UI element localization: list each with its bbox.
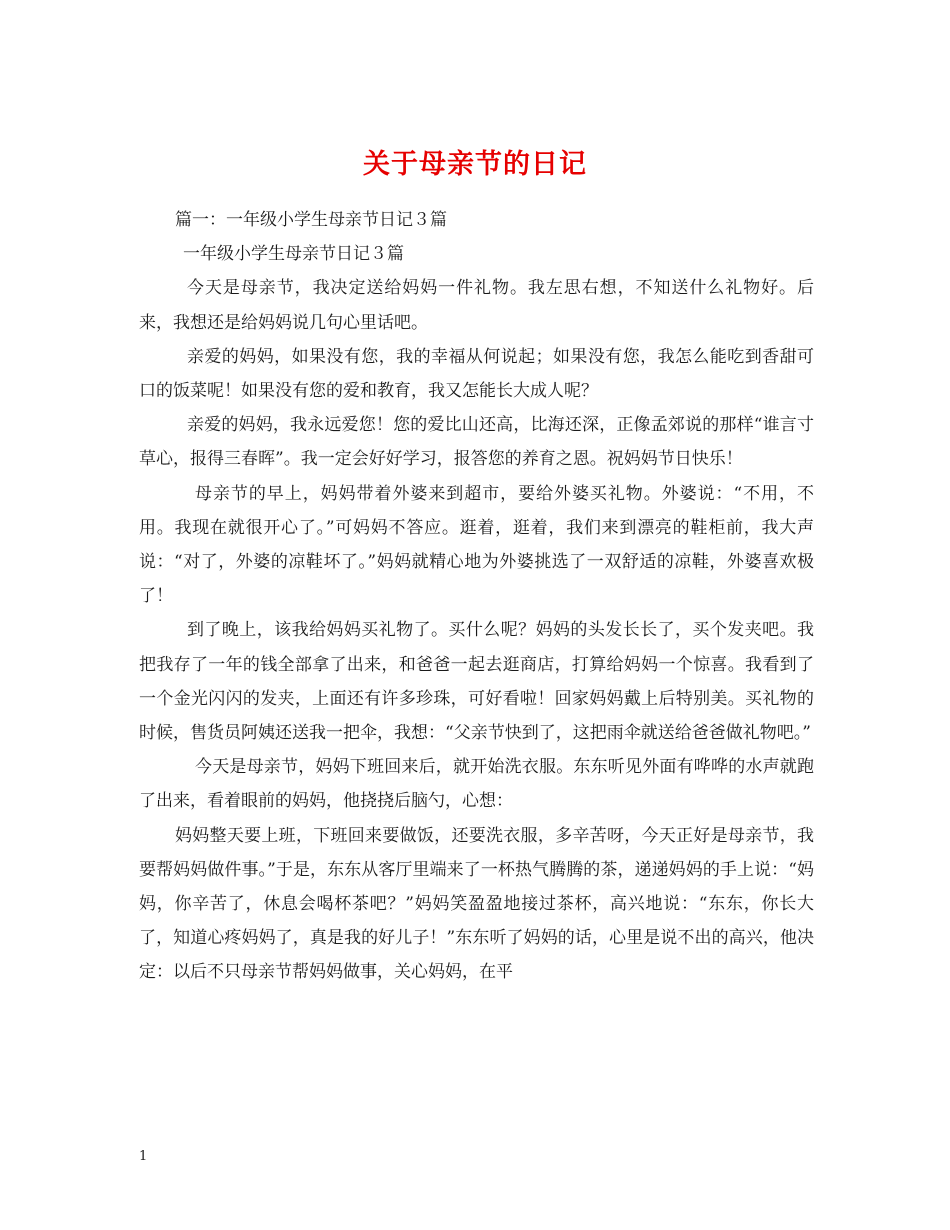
page-title: 关于母亲节的日记 — [363, 149, 587, 181]
paragraph: 今天是母亲节，我决定送给妈妈一件礼物。我左思右想，不知送什么礼物好。后来，我想还是给妈妈说几句心里话吧。 — [139, 278, 814, 333]
paragraph: 到了晚上，该我给妈妈买礼物了。买什么呢？妈妈的头发长长了，买个发夹吧。我把我存了一年的钱全部拿了出来，和爸爸一起去逛商店，打算给妈妈一个惊喜。我看到了一个金光闪闪的发夹，上面还有许多珍珠，可好看啦！回家妈妈戴上后特别美。买礼物的时候，售货员阿姨还送我一把伞，我想：“父亲节快到了，这把雨伞就送给爸爸做礼物吧。” — [139, 620, 814, 744]
paragraph: 妈妈整天要上班，下班回来要做饭，还要洗衣服，多辛苦呀，今天正好是母亲节，我要帮妈妈做件事。”于是，东东从客厅里端来了一杯热气腾腾的茶，递递妈妈的手上说：“妈妈，你辛苦了，休息会喝杯茶吧？”妈妈笑盈盈地接过茶杯，高兴地说：“东东，你长大了，知道心疼妈妈了，真是我的好儿子！”东东听了妈妈的话，心里是说不出的高兴，他决定：以后不只母亲节帮妈妈做事，关心妈妈，在平 — [139, 825, 814, 983]
paragraph: 亲爱的妈妈，我永远爱您！您的爱比山还高，比海还深，正像孟郊说的那样“谁言寸草心，报得三春晖”。我一定会好好学习，报答您的养育之恩。祝妈妈节日快乐！ — [139, 415, 814, 470]
paragraph: 亲爱的妈妈，如果没有您，我的幸福从何说起；如果没有您，我怎么能吃到香甜可口的饭菜呢！如果没有您的爱和教育，我又怎能长大成人呢？ — [139, 346, 814, 402]
paragraph: 母亲节的早上，妈妈带着外婆来到超市，要给外婆买礼物。外婆说：“不用，不用。我现在就很开心了。”可妈妈不答应。逛着，逛着，我们来到漂亮的鞋柜前，我大声说：“对了，外婆的凉鞋坏了。”妈妈就精心地为外婆挑选了一双舒适的凉鞋，外婆喜欢极了！ — [139, 483, 814, 607]
page-number: 1 — [139, 1149, 148, 1164]
paragraph: 今天是母亲节，妈妈下班回来后，就开始洗衣服。东东听见外面有哗哗的水声就跑了出来，看着眼前的妈妈，他挠挠后脑勺，心想： — [139, 757, 814, 812]
section-subheading: 一年级小学生母亲节日记３篇 — [183, 244, 404, 265]
section-heading: 篇一：一年级小学生母亲节日记３篇 — [175, 210, 447, 230]
document-body — [139, 203, 814, 990]
